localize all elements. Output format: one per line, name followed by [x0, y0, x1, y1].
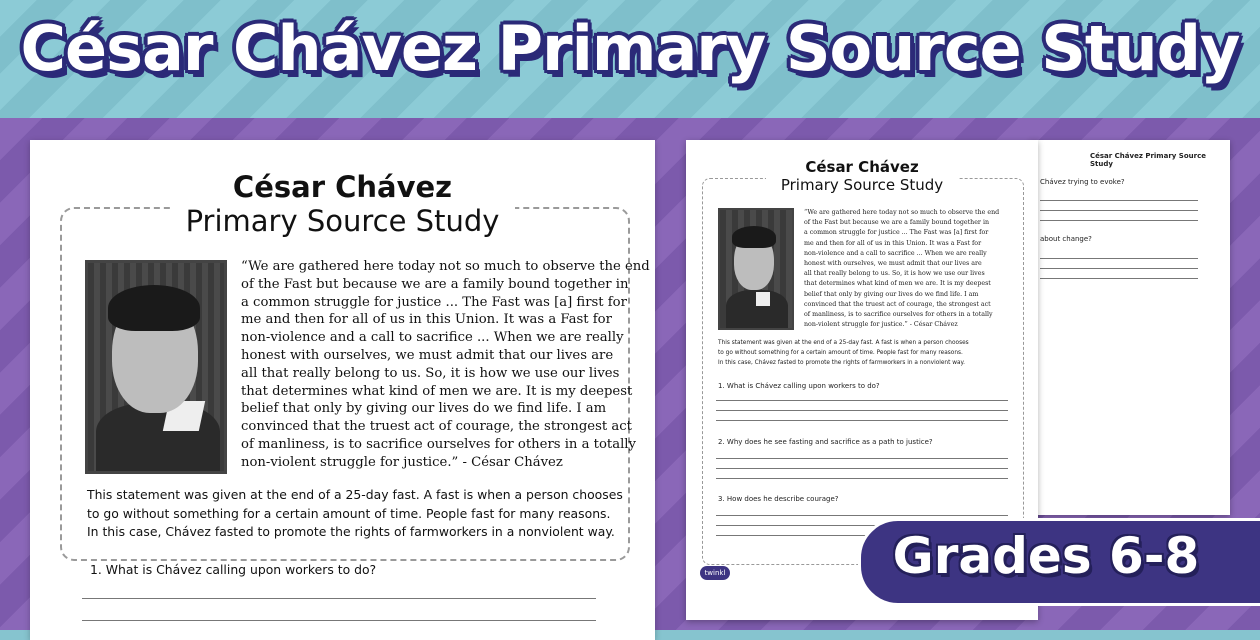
chavez-quote: “We are gathered here today not so much to observe the end of the Fast but because we are a family bound together in a common struggle for justice ... The Fast was [a] first for me and then for all of us in this Union. It was a Fast for non-violence and a call to sacrifice ... When we are really honest with ourselves, we must admit that our lives are all that really belong to us. So, it is how we use our lives that determines what kind of men we are. It is my deepest belief that only by giving our lives do we find life. I am convinced that the truest act of courage, the strongest act of manliness, is to sacrifice ourselves for others in a totally non-violent struggle for justice.” - César Chávez: [241, 259, 650, 470]
preview-quote: “We are gathered here today not so much to observe the end of the Fast but because we are a family bound together in a common struggle for justice ... The Fast was [a] first for me and then for all of us in this Union. It was a Fast for non-violence and a call to sacrifice ... When we are really honest with ourselves, we must admit that our lives are all that really belong to us. So, it is how we use our lives that determines what kind of men we are. It is my deepest belief that only by giving our lives do we find life. I am convinced that the truest act of courage, the strongest act of manliness, is to sacrifice ourselves for others in a totally non-violent struggle for justice.” - César Chávez: [804, 209, 1000, 329]
question-1: 1. What is Chávez calling upon workers to do?: [90, 562, 377, 577]
preview-heading-2: Primary Source Study: [766, 176, 958, 194]
preview-question-3: 3. How does he describe courage?: [718, 495, 839, 503]
worksheet-heading-2: Primary Source Study: [170, 204, 515, 238]
chavez-portrait: [85, 260, 227, 474]
preview-question-1: 1. What is Chávez calling upon workers to do?: [718, 382, 880, 390]
back-page-question-2: about change?: [1040, 235, 1092, 243]
twinkl-logo: twinkl: [700, 566, 730, 580]
worksheet-page-main: [30, 140, 655, 640]
banner-title: César Chávez Primary Source Study: [20, 12, 1240, 85]
context-paragraph: This statement was given at the end of a 25-day fast. A fast is when a person chooses to go without something for a certain amount of time. People fast for many reasons. In this case, Chávez fasted to promote the rights of farmworkers in a nonviolent way.: [87, 487, 623, 539]
preview-question-2: 2. Why does he see fasting and sacrifice as a path to justice?: [718, 438, 933, 446]
grades-label: Grades 6-8: [892, 527, 1200, 585]
worksheet-page-back: [1030, 140, 1230, 515]
answer-line: [82, 620, 596, 621]
back-page-header: César Chávez Primary Source Study: [1090, 152, 1206, 168]
preview-portrait: [718, 208, 794, 330]
back-page-question-1: Chávez trying to evoke?: [1040, 178, 1125, 186]
worksheet-heading-1: César Chávez: [232, 170, 453, 204]
grades-badge: [858, 518, 1260, 606]
preview-heading-1: César Chávez: [805, 158, 919, 176]
answer-line: [82, 598, 596, 599]
preview-context: This statement was given at the end of a 25-day fast. A fast is when a person chooses to go without something for a certain amount of time. People fast for many reasons. In this case, Chávez fasted to promote the rights of farmworkers in a nonviolent way.: [718, 340, 969, 366]
